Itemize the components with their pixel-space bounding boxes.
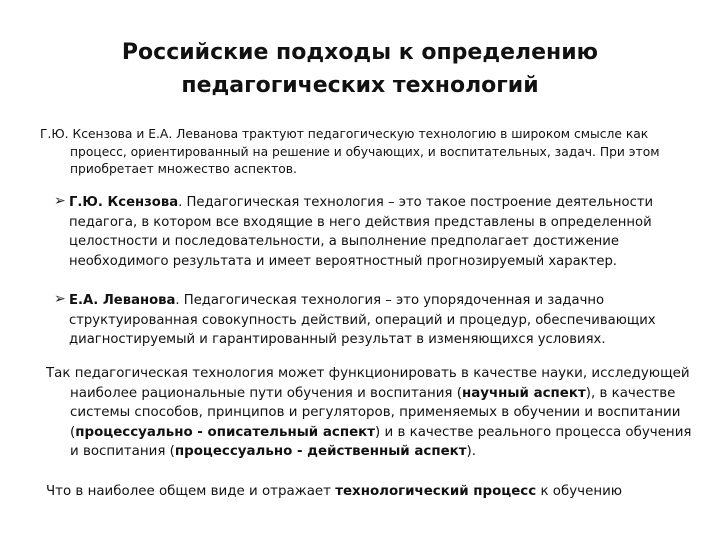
bullet-text xyxy=(69,291,675,350)
technological-process: технологический процесс xyxy=(335,484,537,499)
arrow-bullet-icon: ➢ xyxy=(54,291,66,307)
closing-text: ). xyxy=(466,444,476,460)
closing-text: ), в качестве системы способов, принципов и регуляторов, применяемых в обучении и воспитании ( xyxy=(70,385,681,440)
aspect-active: процессуально - действенный аспект xyxy=(174,444,467,460)
closing-paragraph xyxy=(46,364,700,462)
definition-text: . Педагогическая технология – это упорядоченная и задачно структуированная совокупность действий, операций и процедур, обеспечивающих диагностируемый и гарантированный результат в изменяющихся условиях. xyxy=(69,293,656,347)
arrow-bullet-icon: ➢ xyxy=(54,193,66,209)
title-line-2: педагогических технологий xyxy=(181,73,539,98)
definition-text: . Педагогическая технология – это такое построение деятельности педагога, в котором все входящие в него действия представлены в определенной целостности и последовательности, а выполнение предполагает достижение необходимого результата и имеет вероятностный прогнозируемый характер. xyxy=(69,195,654,269)
aspect-descriptive: процессуально - описательный аспект xyxy=(75,424,376,440)
author-name: Г.Ю. Ксензова xyxy=(69,195,179,210)
intro-paragraph: Г.Ю. Ксензова и Е.А. Леванова трактуют педагогическую технологию в широком смысле как процесс, ориентированный на решение и обучающих, и воспитательных, задач. При этом приобретает множество аспектов. xyxy=(40,127,660,176)
slide-title xyxy=(120,36,600,102)
aspect-scientific: научный аспект xyxy=(461,385,586,401)
closing-text: ) и в качестве реального процесса обучения и воспитания ( xyxy=(70,424,692,460)
closing-summary xyxy=(46,482,686,502)
closing-text: Так педагогическая технология может функционировать в качестве науки, исследующей наиболее рациональные пути обучения и воспитания ( xyxy=(46,366,690,401)
bullet-text xyxy=(69,193,675,271)
title-line-1: Российские подходы к определению xyxy=(121,40,599,65)
author-name: Е.А. Леванова xyxy=(69,293,176,308)
summary-text: к обучению xyxy=(536,484,623,499)
summary-text: Что в наиболее общем виде и отражает xyxy=(46,484,336,499)
